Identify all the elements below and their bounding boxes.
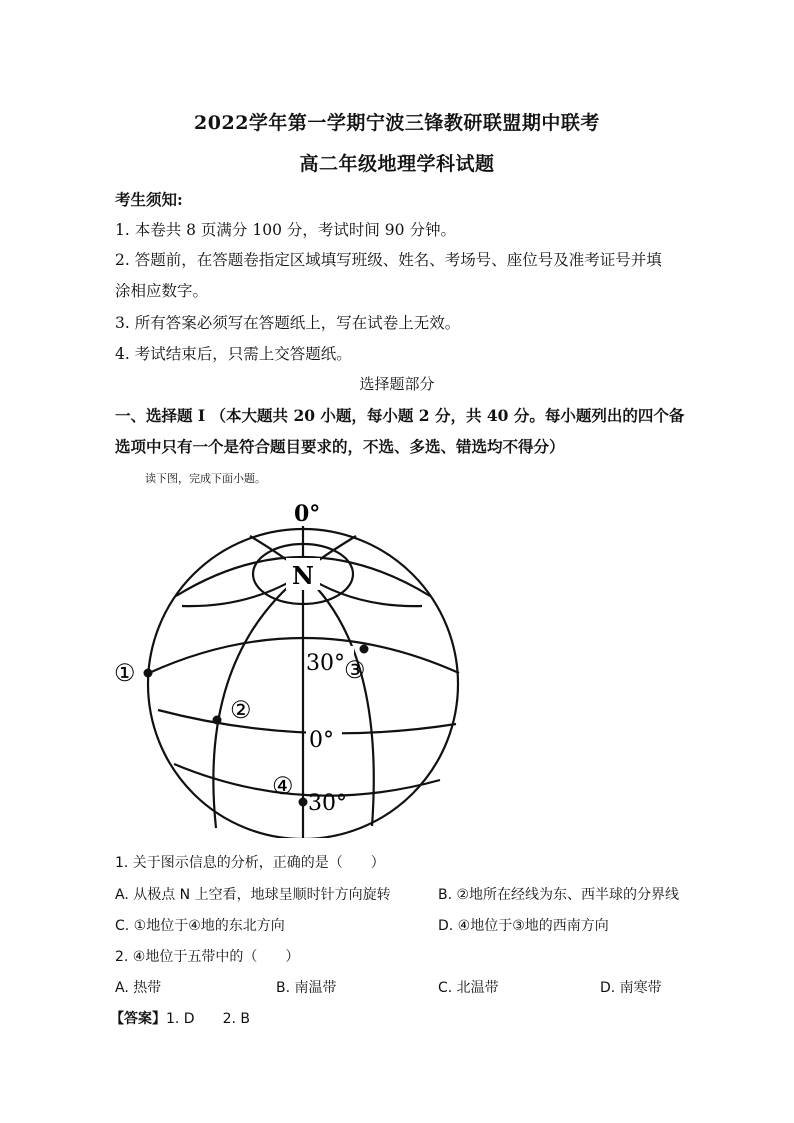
answer-tag: 【答案】 [110,1011,166,1027]
answer-line [110,1008,250,1028]
question-stem: 2. ④地位于五带中的（ ） [115,949,300,965]
figure-instruction: 读下图，完成下面小题。 [145,472,266,485]
point-marker-3 [360,645,369,654]
point-label-4: ④ [272,772,294,800]
question-option: D. 南寒带 [600,980,662,996]
section-intro: 一、选择题 I （本大题共 20 小题，每小题 2 分，共 40 分。每小题列出的四个备 [115,406,685,425]
north-pole-label: N [292,561,314,590]
point-marker-4 [299,798,308,807]
question-stem: 1. 关于图示信息的分析，正确的是（ ） [115,855,385,871]
section-intro: 选项中只有一个是符合题目要求的，不选、多选、错选均不得分） [115,437,565,456]
point-marker-1 [144,669,153,678]
latitude-label-30n: 30° [306,651,345,676]
notice-item: 2. 答题前，在答题卷指定区域填写班级、姓名、考场号、座位号及准考证号并填 [115,251,662,269]
equator-label: 0° [309,728,334,753]
question-option: A. 热带 [115,980,162,996]
question-option: C. ①地位于④地的东北方向 [115,918,285,934]
question-option: B. ②地所在经线为东、西半球的分界线 [438,887,680,903]
question-option: C. 北温带 [438,980,499,996]
question-option: D. ④地位于③地的西南方向 [438,918,609,934]
notice-heading: 考生须知: [115,190,183,209]
section-title: 选择题部分 [359,375,435,393]
top-meridian-label: 0° [294,501,321,527]
question-option: B. 南温带 [276,980,337,996]
notice-item: 3. 所有答案必须写在答题纸上，写在试卷上无效。 [115,314,461,332]
page-title: 2022学年第一学期宁波三锋教研联盟期中联考 [194,112,600,134]
latitude-label-30s: 30° [308,791,347,816]
globe-figure [110,498,470,838]
notice-item: 1. 本卷共 8 页满分 100 分，考试时间 90 分钟。 [115,221,456,239]
point-label-3: ③ [344,656,366,684]
page-subtitle: 高二年级地理学科试题 [299,153,495,175]
answer-value: 1. D 2. B [166,1011,250,1027]
question-option: A. 从极点 N 上空看，地球呈顺时针方向旋转 [115,887,391,903]
notice-item: 4. 考试结束后，只需上交答题纸。 [115,345,352,363]
point-label-2: ② [230,696,252,724]
point-label-1: ① [114,659,136,687]
notice-item: 涂相应数字。 [115,282,209,300]
point-marker-2 [213,716,222,725]
meridian-line [303,574,374,826]
